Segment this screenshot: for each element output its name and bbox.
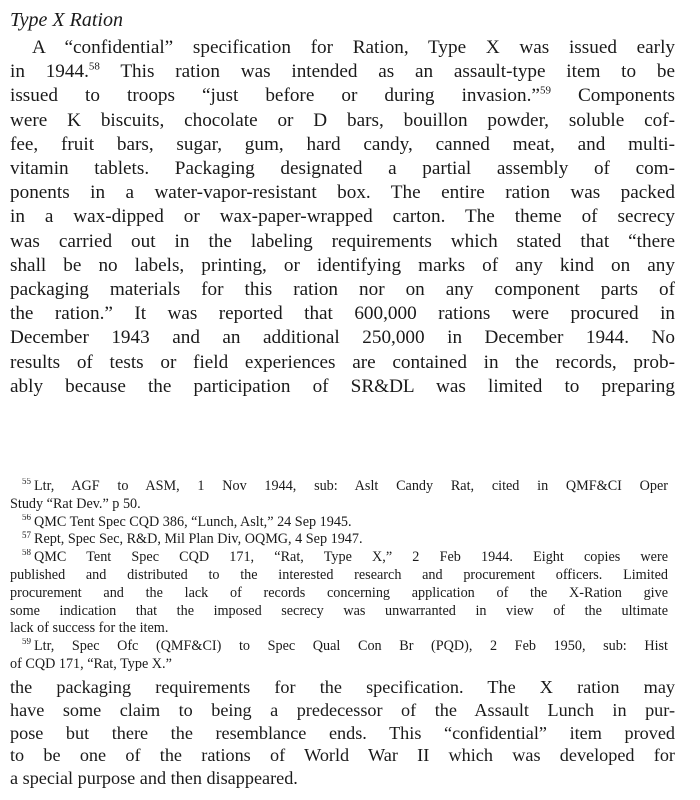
paragraph-line: in 1944.58 This ration was intended as an assault-type item to be xyxy=(10,60,675,83)
footnote-text: procurement and the lack of records concerning application of the X-Ration give xyxy=(10,584,668,601)
footnote-59 xyxy=(10,638,668,674)
paragraph-line: ponents in a water-vapor-resistant box. The entire ration was packed xyxy=(10,182,675,204)
footnotes-section xyxy=(10,478,668,674)
footnote-number: 58 xyxy=(22,549,31,558)
footnote-text: Study “Rat Dev.” p 50. xyxy=(10,495,141,512)
paragraph-line: pose but there the resemblance ends. This “confidential” item proved xyxy=(10,722,675,743)
paragraph-line: results of tests or field experiences are contained in the records, prob- xyxy=(10,351,675,373)
footnote-number: 55 xyxy=(22,478,31,487)
paragraph-line: the packaging requirements for the specification. The X ration may xyxy=(10,677,675,697)
footnote-58 xyxy=(10,549,668,638)
footnote-number: 57 xyxy=(22,531,31,540)
paragraph-line: packaging materials for this ration nor on any component parts of xyxy=(10,279,675,301)
footnote-text: Ltr, AGF to ASM, 1 Nov 1944, sub: Aslt Candy Rat, cited in QMF&CI Oper xyxy=(34,478,668,494)
continuation-paragraph xyxy=(10,676,675,790)
footnote-text: QMC Tent Spec CQD 171, “Rat, Type X,” 2 Feb 1944. Eight copies were xyxy=(34,549,668,566)
footnote-number: 59 xyxy=(22,638,31,647)
section-heading: Type X Ration xyxy=(10,9,123,31)
paragraph-line: December 1943 and an additional 250,000 in December 1944. No xyxy=(10,327,675,349)
paragraph-line: the ration.” It was reported that 600,000 rations were procured in xyxy=(10,303,675,325)
paragraph-line: issued to troops “just before or during invasion.”$^{59}$ Components xyxy=(10,85,675,107)
paragraph-line: a special purpose and then disappeared. xyxy=(10,768,298,789)
footnote-56 xyxy=(10,514,668,532)
footnote-ref: 58 xyxy=(88,60,100,73)
paragraph-line: shall be no labels, printing, or identifying marks of any kind on any xyxy=(10,254,675,276)
main-paragraph xyxy=(10,36,675,399)
footnote-text: QMC Tent Spec CQD 386, “Lunch, Aslt,” 24 Sep 1945. xyxy=(34,513,352,530)
paragraph-line: A “confidential” specification for Ration, Type X was issued early xyxy=(32,37,675,58)
footnote-number: 56 xyxy=(22,513,31,522)
footnote-text: lack of success for the item. xyxy=(10,620,169,637)
paragraph-line: vitamin tablets. Packaging designated a partial assembly of com- xyxy=(10,158,675,180)
footnote-55 xyxy=(10,478,668,514)
footnote-ref: 59 xyxy=(539,85,551,98)
footnote-text: Ltr, Spec Ofc (QMF&CI) to Spec Qual Con Br (PQD), 2 Feb 1950, sub: Hist xyxy=(34,638,668,655)
footnote-text: published and distributed to the interested research and procurement officers. Limited xyxy=(10,566,668,583)
paragraph-line: fee, fruit bars, sugar, gum, hard candy, canned meat, and multi- xyxy=(10,133,675,155)
paragraph-line: was carried out in the labeling requirements which stated that “there xyxy=(10,230,675,252)
paragraph-line: to be one of the rations of World War II which was developed for xyxy=(10,745,675,766)
paragraph-line: were K biscuits, chocolate or D bars, bouillon powder, soluble cof- xyxy=(10,109,675,131)
footnote-text: Rept, Spec Sec, R&D, Mil Plan Div, OQMG, 4 Sep 1947. xyxy=(34,531,363,548)
footnote-57 xyxy=(10,531,668,549)
footnote-text: some indication that the imposed secrecy was unwarranted in view of the ultimate xyxy=(10,602,668,619)
paragraph-line: in a wax-dipped or wax-paper-wrapped carton. The theme of secrecy xyxy=(10,206,675,228)
footnote-text: of CQD 171, “Rat, Type X.” xyxy=(10,655,172,672)
paragraph-line: ably because the participation of SR&DL was limited to preparing xyxy=(10,375,675,397)
paragraph-line: have some claim to being a predecessor of the Assault Lunch in pur- xyxy=(10,699,675,720)
